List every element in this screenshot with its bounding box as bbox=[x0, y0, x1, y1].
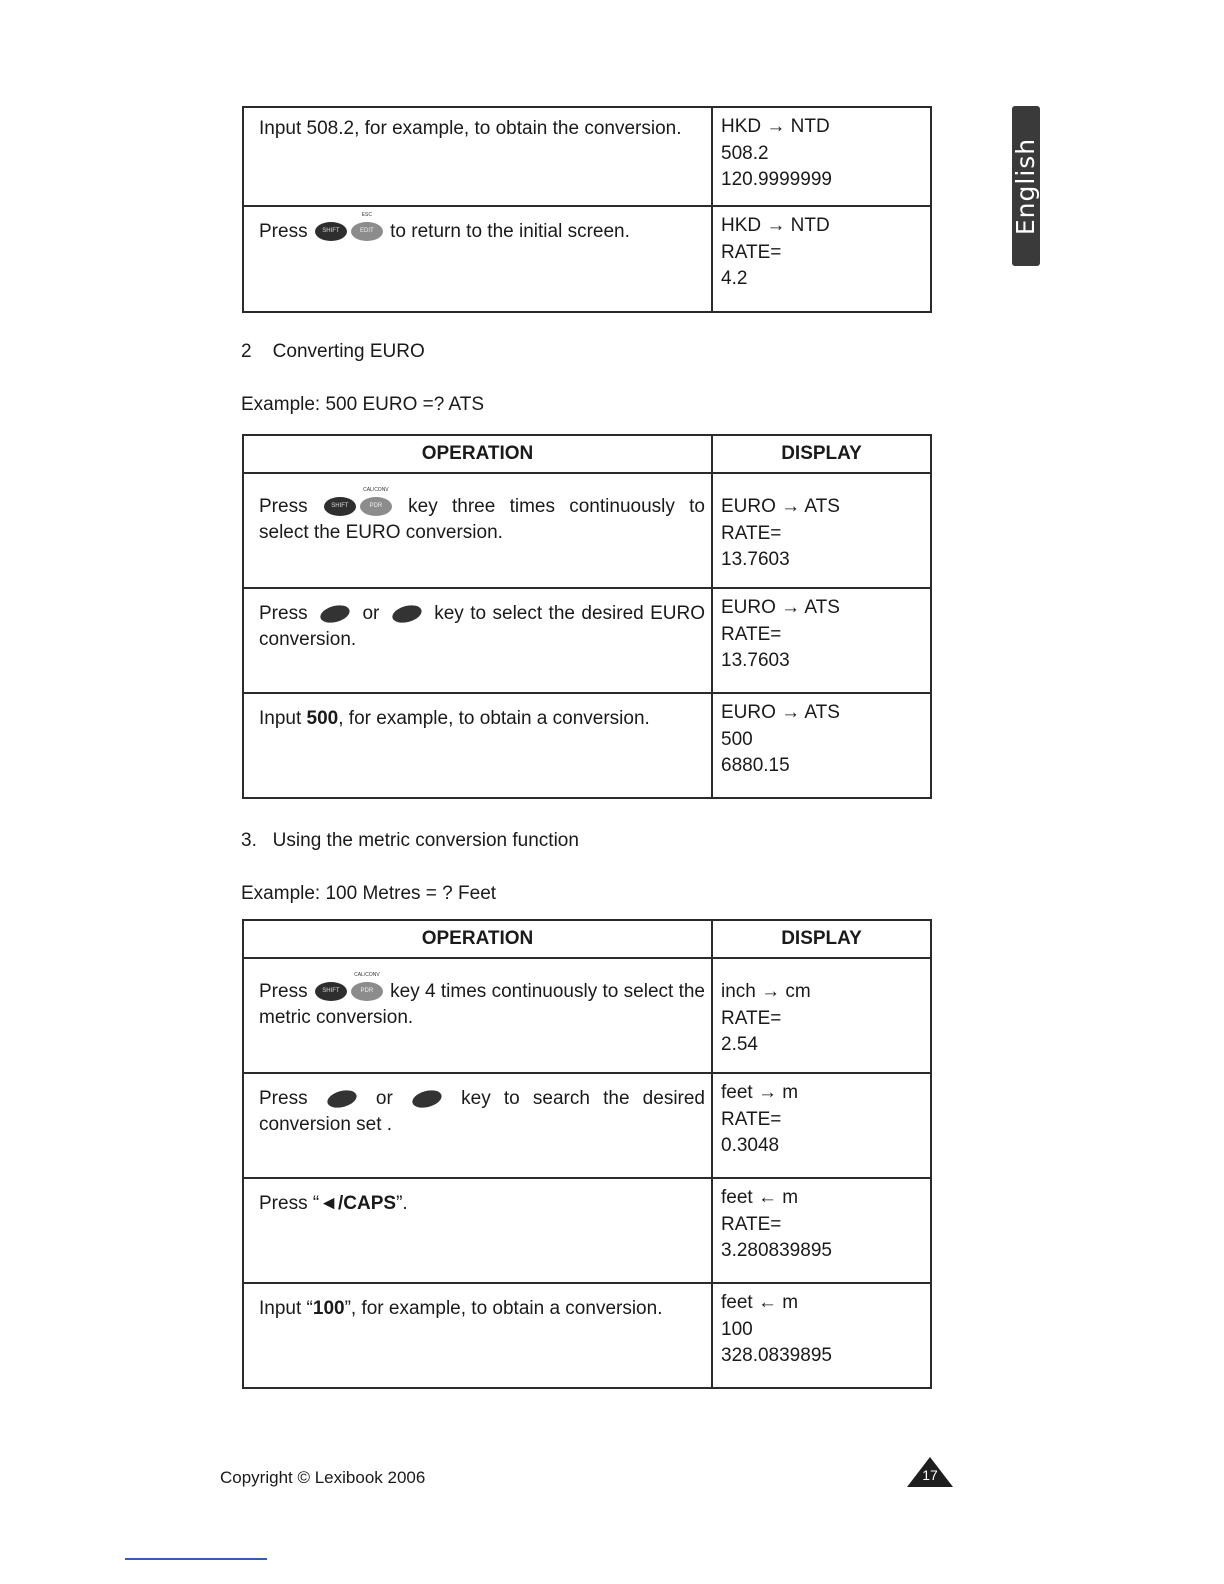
display-line: 0.3048 bbox=[721, 1135, 780, 1156]
operation-or: or bbox=[375, 1088, 393, 1109]
operation-text: key 4 times continuously to select the metric conversion. bbox=[259, 981, 705, 1028]
table-row bbox=[243, 473, 931, 588]
display-line: 120.9999999 bbox=[721, 169, 832, 190]
table-row bbox=[243, 1283, 931, 1388]
euro-conversion-table bbox=[242, 434, 932, 799]
operation-text-pre: Press “ bbox=[259, 1193, 320, 1214]
down-arrow-key-icon bbox=[390, 602, 423, 625]
operation-press: Press bbox=[259, 221, 308, 242]
display-line: RATE= bbox=[721, 522, 782, 544]
operation-or: or bbox=[362, 603, 380, 624]
display-line: EURO → ATS bbox=[721, 496, 840, 517]
operation-text-post: ”, for example, to obtain a conversion. bbox=[344, 1298, 663, 1319]
operation-text-post: , for example, to obtain a conversion. bbox=[338, 708, 650, 729]
table-row bbox=[243, 1178, 931, 1283]
operation-press: Press bbox=[259, 603, 308, 624]
operation-text: key to search the desired conversion set . bbox=[259, 1088, 706, 1135]
display-line: inch → cm bbox=[721, 981, 811, 1002]
display-line: feet → m bbox=[721, 1082, 799, 1103]
pdr-key-icon: CAL/CONV PDR bbox=[360, 497, 392, 516]
example-euro: Example: 500 EURO =? ATS bbox=[241, 394, 485, 415]
language-tab bbox=[1012, 106, 1040, 266]
operation-cell bbox=[243, 206, 712, 312]
display-line: EURO → ATS bbox=[721, 702, 840, 723]
display-line: 328.0839895 bbox=[721, 1345, 832, 1366]
example-metric: Example: 100 Metres = ? Feet bbox=[241, 883, 497, 904]
operation-cell bbox=[243, 1073, 712, 1178]
display-cell bbox=[712, 1178, 931, 1283]
display-header: DISPLAY bbox=[712, 920, 931, 958]
operation-text-pre: Input “ bbox=[259, 1298, 313, 1319]
operation-header: OPERATION bbox=[243, 435, 712, 473]
operation-cell bbox=[243, 107, 712, 206]
display-line: RATE= bbox=[721, 1213, 782, 1235]
operation-text: Input 508.2, for example, to obtain the conversion. bbox=[259, 118, 682, 139]
display-cell bbox=[712, 473, 931, 588]
operation-value: 500 bbox=[306, 708, 339, 729]
display-line: RATE= bbox=[721, 241, 782, 263]
shift-key-icon: SHIFT bbox=[315, 982, 347, 1001]
table-row bbox=[243, 588, 931, 693]
display-header: DISPLAY bbox=[712, 435, 931, 473]
shift-key-icon: SHIFT bbox=[315, 222, 347, 241]
metric-conversion-table bbox=[242, 919, 932, 1389]
display-line: RATE= bbox=[721, 1007, 782, 1029]
shift-key-icon: SHIFT bbox=[324, 497, 356, 516]
section-heading-euro: 2 Converting EURO bbox=[241, 341, 425, 362]
down-arrow-key-icon bbox=[410, 1087, 443, 1110]
operation-text-pre: Input bbox=[259, 708, 307, 729]
display-line: 6880.15 bbox=[721, 755, 790, 776]
language-tab-label: English bbox=[1011, 137, 1041, 235]
section-heading-metric: 3. Using the metric conversion function bbox=[241, 830, 579, 851]
operation-header: OPERATION bbox=[243, 920, 712, 958]
display-cell bbox=[712, 958, 931, 1073]
operation-press: Press bbox=[259, 496, 308, 517]
display-cell bbox=[712, 693, 931, 798]
display-line: 508.2 bbox=[721, 142, 769, 164]
conversion-table-1 bbox=[242, 106, 932, 313]
operation-text: key three times continuously to select the EURO conversion. bbox=[259, 496, 705, 543]
display-line: 2.54 bbox=[721, 1034, 758, 1055]
display-line: 13.7603 bbox=[721, 549, 790, 570]
operation-value: ◄/CAPS bbox=[319, 1193, 397, 1214]
operation-cell bbox=[243, 1283, 712, 1388]
bottom-divider bbox=[125, 1558, 267, 1560]
display-cell bbox=[712, 206, 931, 312]
display-line: HKD → NTD bbox=[721, 215, 830, 236]
display-line: 100 bbox=[721, 1318, 753, 1340]
display-cell bbox=[712, 1283, 931, 1388]
page-number: 17 bbox=[922, 1467, 938, 1483]
display-line: feet ← m bbox=[721, 1292, 799, 1313]
up-arrow-key-icon bbox=[318, 602, 351, 625]
page-number-badge bbox=[906, 1456, 954, 1488]
display-cell bbox=[712, 107, 931, 206]
operation-value: 100 bbox=[312, 1298, 345, 1319]
display-line: HKD → NTD bbox=[721, 116, 830, 137]
operation-cell bbox=[243, 958, 712, 1073]
table-header-row bbox=[243, 920, 931, 958]
display-line: 500 bbox=[721, 728, 753, 750]
operation-press: Press bbox=[259, 1088, 308, 1109]
up-arrow-key-icon bbox=[325, 1087, 358, 1110]
table-row bbox=[243, 693, 931, 798]
copyright-footer: Copyright © Lexibook 2006 bbox=[220, 1468, 426, 1487]
operation-press: Press bbox=[259, 981, 308, 1002]
table-row bbox=[243, 958, 931, 1073]
operation-cell bbox=[243, 588, 712, 693]
display-line: 13.7603 bbox=[721, 650, 790, 671]
display-line: feet ← m bbox=[721, 1187, 799, 1208]
display-line: EURO → ATS bbox=[721, 597, 840, 618]
table-row bbox=[243, 107, 931, 206]
operation-text-post: ”. bbox=[396, 1193, 408, 1214]
edit-key-icon: ESC EDIT bbox=[351, 222, 383, 241]
operation-cell bbox=[243, 1178, 712, 1283]
display-line: 3.280839895 bbox=[721, 1240, 832, 1261]
table-row bbox=[243, 1073, 931, 1178]
operation-cell bbox=[243, 693, 712, 798]
table-header-row bbox=[243, 435, 931, 473]
table-row bbox=[243, 206, 931, 312]
operation-text: to return to the initial screen. bbox=[390, 221, 630, 242]
pdr-key-icon: CAL/CONV PDR bbox=[351, 982, 383, 1001]
operation-text: key to select the desired EURO conversion. bbox=[259, 603, 706, 650]
display-cell bbox=[712, 588, 931, 693]
display-line: RATE= bbox=[721, 1108, 782, 1130]
operation-cell bbox=[243, 473, 712, 588]
display-cell bbox=[712, 1073, 931, 1178]
display-line: 4.2 bbox=[721, 268, 748, 289]
display-line: RATE= bbox=[721, 623, 782, 645]
